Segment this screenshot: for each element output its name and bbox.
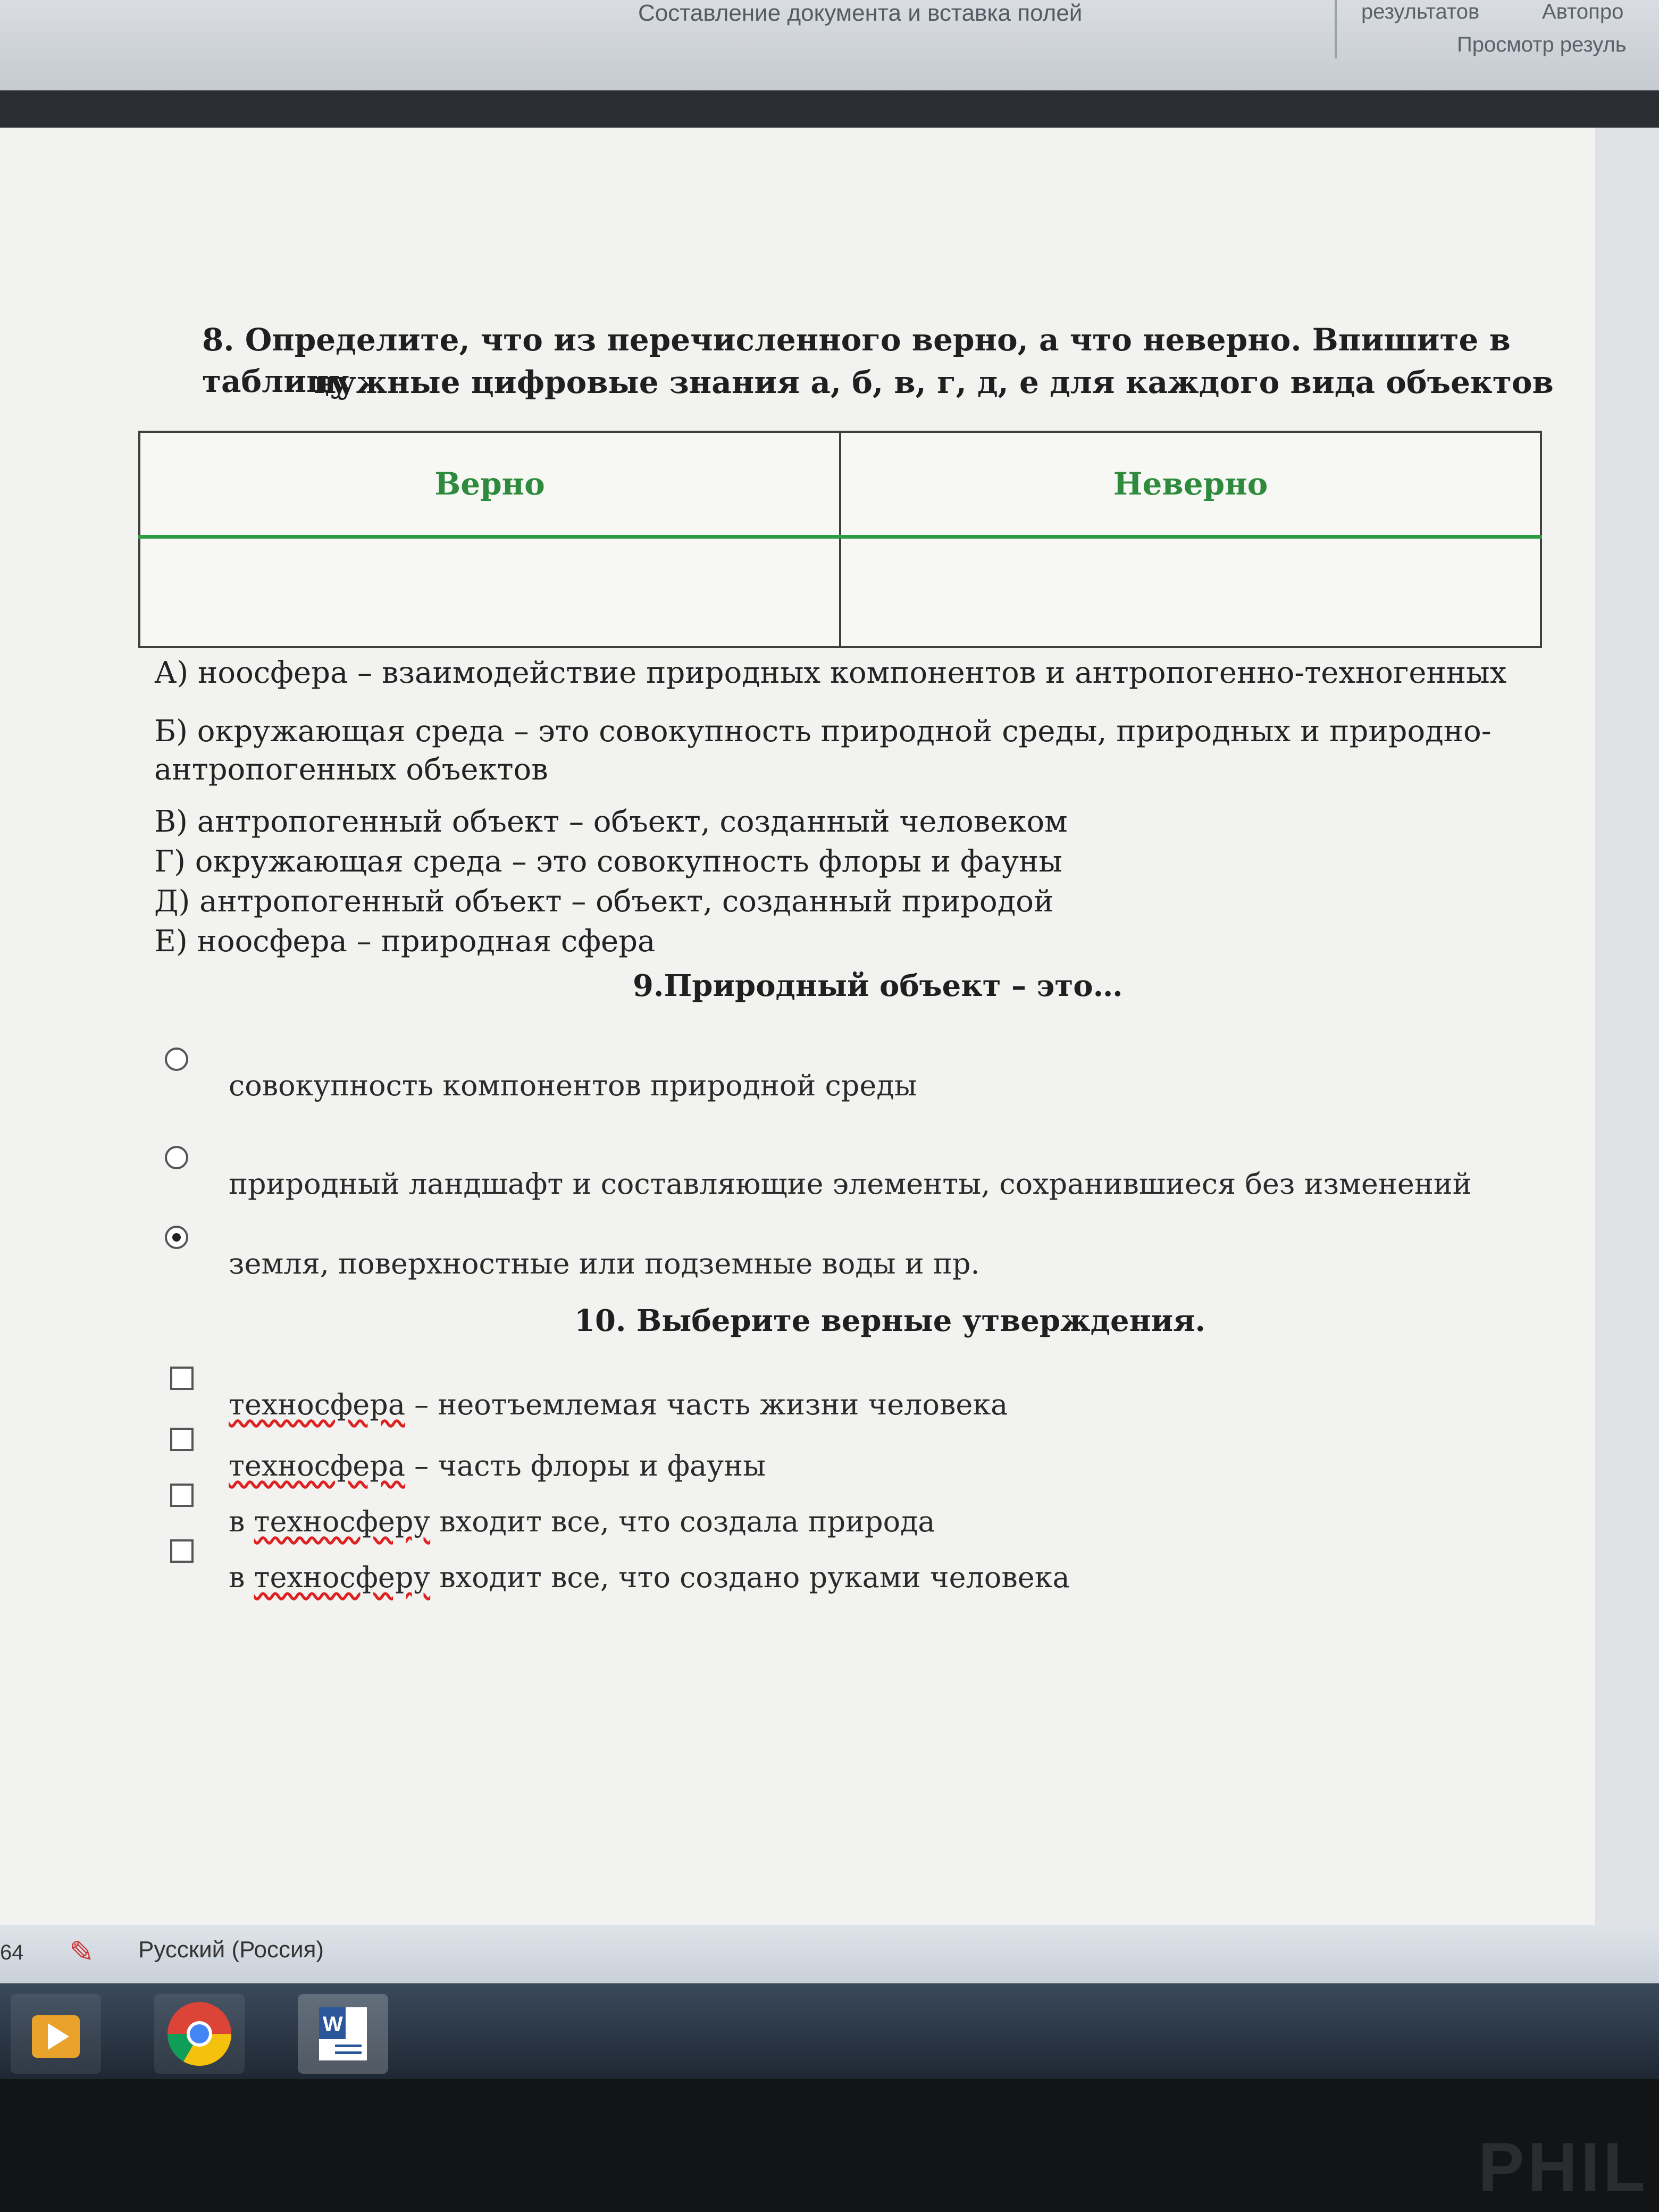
table-header-false: Неверно [840, 432, 1541, 537]
preview-results-button[interactable]: Просмотр резуль [1457, 33, 1627, 56]
q10-option-label [229, 1561, 1070, 1594]
question-8-title-line2: нужные цифровые знания а, б, в, г, д, е для каждого вида объектов [314, 364, 1554, 400]
answer-table [138, 431, 1542, 648]
checkbox[interactable] [170, 1367, 194, 1390]
statement-a: А) ноосфера – взаимодействие природных компонентов и антропогенно-техногенных [154, 656, 1507, 690]
radio-button[interactable] [165, 1048, 188, 1071]
question-8-title: 8. Определите, что из перечисленного верно, а что неверно. Впишите в таблицу [202, 322, 1511, 399]
statement-b-cont: антропогенных объектов [154, 752, 548, 787]
ribbon-divider [1335, 0, 1337, 58]
spell-error-word: техносфера [229, 1388, 406, 1421]
q9-option-label: совокупность компонентов природной среды [229, 1069, 917, 1102]
spellcheck-icon[interactable]: ✎ [69, 1935, 94, 1968]
page-number[interactable]: 64 [0, 1941, 24, 1964]
monitor-bezel [0, 2079, 1659, 2212]
q10-option-label [229, 1505, 935, 1538]
checkbox[interactable] [170, 1428, 194, 1451]
word-button[interactable] [298, 1994, 388, 2074]
ribbon [0, 0, 1659, 94]
autocheck-button[interactable]: Автопро [1542, 0, 1624, 23]
radio-button-selected[interactable] [165, 1226, 188, 1249]
statement-b: Б) окружающая среда – это совокупность природной среды, природных и природно- [154, 714, 1492, 749]
spell-error-word: техносферу [254, 1505, 431, 1538]
table-cell-true[interactable] [139, 537, 840, 648]
q9-option-label: природный ландшафт и составляющие элементы, сохранившиеся без изменений [229, 1167, 1472, 1201]
status-bar [0, 1925, 1659, 1983]
statement-g: Г) окружающая среда – это совокупность флоры и фауны [154, 844, 1062, 879]
monitor-brand: PHIL [1478, 2128, 1648, 2206]
language-indicator[interactable]: Русский (Россия) [138, 1937, 324, 1963]
taskbar [0, 1983, 1659, 2079]
ribbon-group-label: Составление документа и вставка полей [638, 0, 1083, 26]
media-player-button[interactable] [11, 1994, 101, 2074]
option-text-pre: в [229, 1505, 254, 1538]
question-9-title: 9.Природный объект – это… [633, 968, 1123, 1003]
question-10-title: 10. Выберите верные утверждения. [574, 1303, 1205, 1338]
chrome-icon [154, 1994, 245, 2074]
q10-option-label [229, 1449, 766, 1482]
spell-error-word: техносферу [254, 1561, 431, 1594]
chrome-button[interactable] [154, 1994, 245, 2074]
table-cell-false[interactable] [840, 537, 1541, 648]
option-text: входит все, что создала природа [430, 1505, 935, 1538]
q10-option-label [229, 1388, 1008, 1421]
option-text: – часть флоры и фауны [405, 1449, 766, 1482]
statement-d: Д) антропогенный объект – объект, созданный природой [154, 884, 1054, 919]
q9-option-label: земля, поверхностные или подземные воды и пр. [229, 1247, 980, 1280]
checkbox[interactable] [170, 1484, 194, 1507]
statement-e: Е) ноосфера – природная сфера [154, 924, 656, 959]
radio-button[interactable] [165, 1146, 188, 1169]
media-player-icon [11, 1994, 101, 2074]
table-header-true: Верно [139, 432, 840, 537]
checkbox[interactable] [170, 1539, 194, 1563]
results-button[interactable]: результатов [1361, 0, 1480, 23]
word-icon [298, 1994, 388, 2074]
option-text: – неотъемлемая часть жизни человека [405, 1388, 1008, 1421]
option-text: входит все, что создано руками человека [430, 1561, 1070, 1594]
option-text-pre: в [229, 1561, 254, 1594]
spell-error-word: техносфера [229, 1449, 406, 1482]
svg-text:W: W [323, 2013, 343, 2036]
ruler-band [0, 90, 1659, 128]
statement-v: В) антропогенный объект – объект, созданный человеком [154, 805, 1068, 839]
